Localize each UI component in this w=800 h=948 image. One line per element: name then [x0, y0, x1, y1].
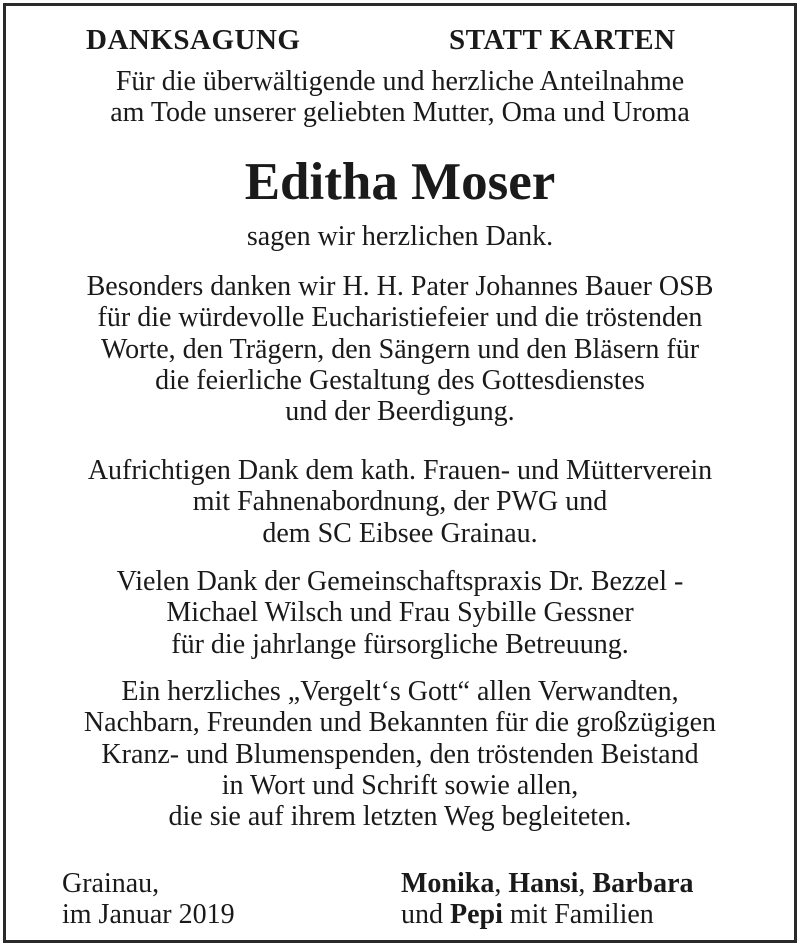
header-danksagung: DANKSAGUNG: [86, 24, 301, 56]
intro-line: am Tode unserer geliebten Mutter, Oma und Uroma: [110, 97, 690, 129]
paragraph-line: Besonders danken wir H. H. Pater Johannes Bauer OSB: [86, 271, 714, 302]
paragraph-line: Aufrichtigen Dank dem kath. Frauen- und Mütterverein: [87, 455, 713, 486]
thanks-line: sagen wir herzlichen Dank.: [246, 221, 554, 252]
thanks-text: [0, 221, 800, 252]
paragraph-line: für die würdevolle Eucharistiefeier und die tröstenden: [97, 302, 703, 334]
paragraph-line: für die jahrlange fürsorgliche Betreuung.: [171, 628, 629, 660]
header-statt-karten: STATT KARTEN: [449, 24, 676, 56]
paragraph-clergy: [0, 271, 800, 427]
paragraph-doctors: [0, 566, 800, 660]
paragraph-line: Worte, den Trägern, den Sängern und den Bläsern für: [100, 333, 700, 365]
signature-names-line: [401, 868, 694, 899]
deceased-name: Editha Moser: [244, 153, 556, 211]
signature-place: Grainau,: [62, 868, 160, 899]
paragraph-line: Vielen Dank der Gemeinschaftspraxis Dr. Bezzel -: [116, 566, 684, 597]
family-name: Pepi: [450, 899, 503, 931]
signature-place-date: [62, 868, 235, 931]
family-name: Hansi: [508, 868, 579, 899]
signature-suffix: mit Familien: [502, 899, 654, 931]
signature-date: im Januar 2019: [62, 899, 235, 931]
paragraph-line: die feierliche Gestaltung des Gottesdienstes: [155, 364, 645, 396]
name-separator: ,: [494, 868, 509, 899]
paragraph-line: mit Fahnenabordnung, der PWG und: [192, 486, 608, 518]
paragraph-line: Kranz- und Blumenspenden, den tröstenden Beistand: [101, 738, 699, 770]
signature-family: [401, 868, 694, 931]
paragraph-line: und der Beerdigung.: [285, 396, 515, 428]
paragraph-line: Ein herzliches „Vergelt‘s Gott“ allen Verwandten,: [121, 676, 679, 707]
paragraph-line: Michael Wilsch und Frau Sybille Gessner: [166, 597, 634, 629]
paragraph-line: Nachbarn, Freunden und Bekannten für die großzügigen: [83, 707, 717, 739]
paragraph-line: die sie auf ihrem letzten Weg begleiteten.: [168, 801, 632, 833]
intro-line: Für die überwältigende und herzliche Anteilnahme: [115, 66, 685, 97]
signature-prefix: und: [401, 899, 450, 931]
family-name: Barbara: [592, 868, 694, 899]
intro-text: [0, 66, 800, 129]
paragraph-relatives: [0, 676, 800, 832]
family-name: Monika: [401, 868, 495, 899]
paragraph-line: in Wort und Schrift sowie allen,: [221, 769, 579, 801]
name-separator: ,: [578, 868, 593, 899]
paragraph-line: dem SC Eibsee Grainau.: [262, 517, 538, 549]
signature-families-line: [401, 899, 694, 930]
paragraph-associations: [0, 455, 800, 549]
